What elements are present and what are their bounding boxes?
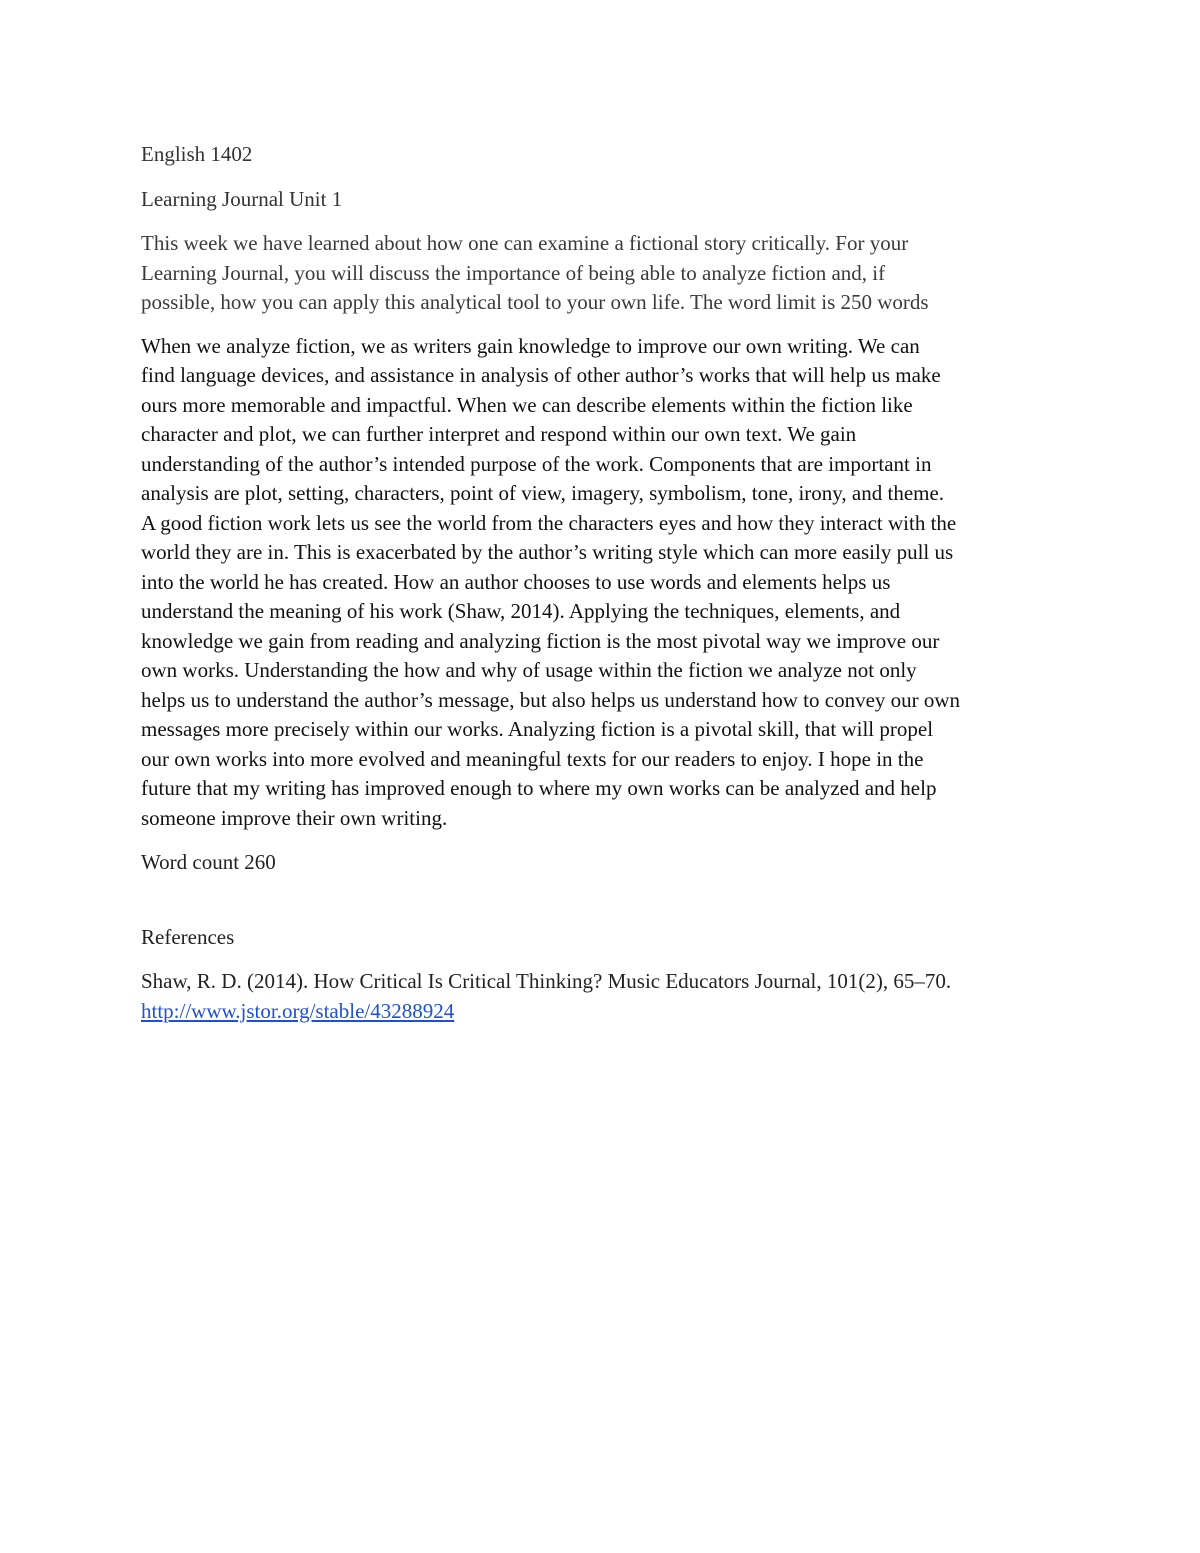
word-count: Word count 260 — [141, 850, 276, 874]
response-line: helps us to understand the author’s message, but also helps us understand how to convey our own — [141, 687, 961, 712]
response-line: future that my writing has improved enough to where my own works can be analyzed and help — [141, 776, 937, 800]
prompt-line: possible, how you can apply this analytical tool to your own life. The word limit is 250 words — [141, 290, 929, 314]
references-heading: References — [141, 924, 235, 949]
response-line: When we analyze fiction, we as writers gain knowledge to improve our own writing. We can — [141, 333, 920, 358]
citation-text: Shaw, R. D. (2014). How Critical Is Critical Thinking? Music Educators Journal, 101(2), 65–70. — [141, 969, 952, 993]
response-line: character and plot, we can further interpret and respond within our own text. We gain — [141, 422, 857, 446]
response-line: A good fiction work lets us see the world from the characters eyes and how they interact with the — [141, 510, 957, 535]
response-line: world they are in. This is exacerbated by the author’s writing style which can more easily pull us — [141, 540, 954, 564]
response-line: own works. Understanding the how and why of usage within the fiction we analyze not only — [141, 658, 917, 682]
prompt-line: This week we have learned about how one can examine a fictional story critically. For your — [141, 231, 909, 255]
response-line: knowledge we gain from reading and analyzing fiction is the most pivotal way we improve our — [141, 628, 940, 653]
journal-title: Learning Journal Unit 1 — [141, 186, 343, 211]
document-body — [141, 140, 1066, 1026]
response-line: someone improve their own writing. — [141, 805, 448, 830]
response-line: into the world he has created. How an author chooses to use words and elements helps us — [141, 569, 891, 594]
response-line: understand the meaning of his work (Shaw, 2014). Applying the techniques, elements, and — [141, 599, 901, 623]
prompt-line: Learning Journal, you will discuss the importance of being able to analyze fiction and, if — [141, 260, 886, 285]
citation-link[interactable]: http://www.jstor.org/stable/43288924 — [141, 998, 455, 1023]
response-line: ours more memorable and impactful. When we can describe elements within the fiction like — [141, 392, 913, 417]
response-line: understanding of the author’s intended purpose of the work. Components that are important in — [141, 451, 932, 476]
response-line: messages more precisely within our works. Analyzing fiction is a pivotal skill, that will propel — [141, 717, 934, 741]
reference-entry — [141, 967, 1066, 1026]
response-line: find language devices, and assistance in analysis of other author’s works that will help us make — [141, 363, 941, 387]
response-line: our own works into more evolved and meaningful texts for our readers to enjoy. I hope in the — [141, 746, 924, 771]
response-line: analysis are plot, setting, characters, point of view, imagery, symbolism, tone, irony, and theme. — [141, 481, 945, 505]
assignment-prompt — [141, 229, 1066, 318]
course-name: English 1402 — [141, 142, 253, 166]
journal-response — [141, 332, 1066, 834]
